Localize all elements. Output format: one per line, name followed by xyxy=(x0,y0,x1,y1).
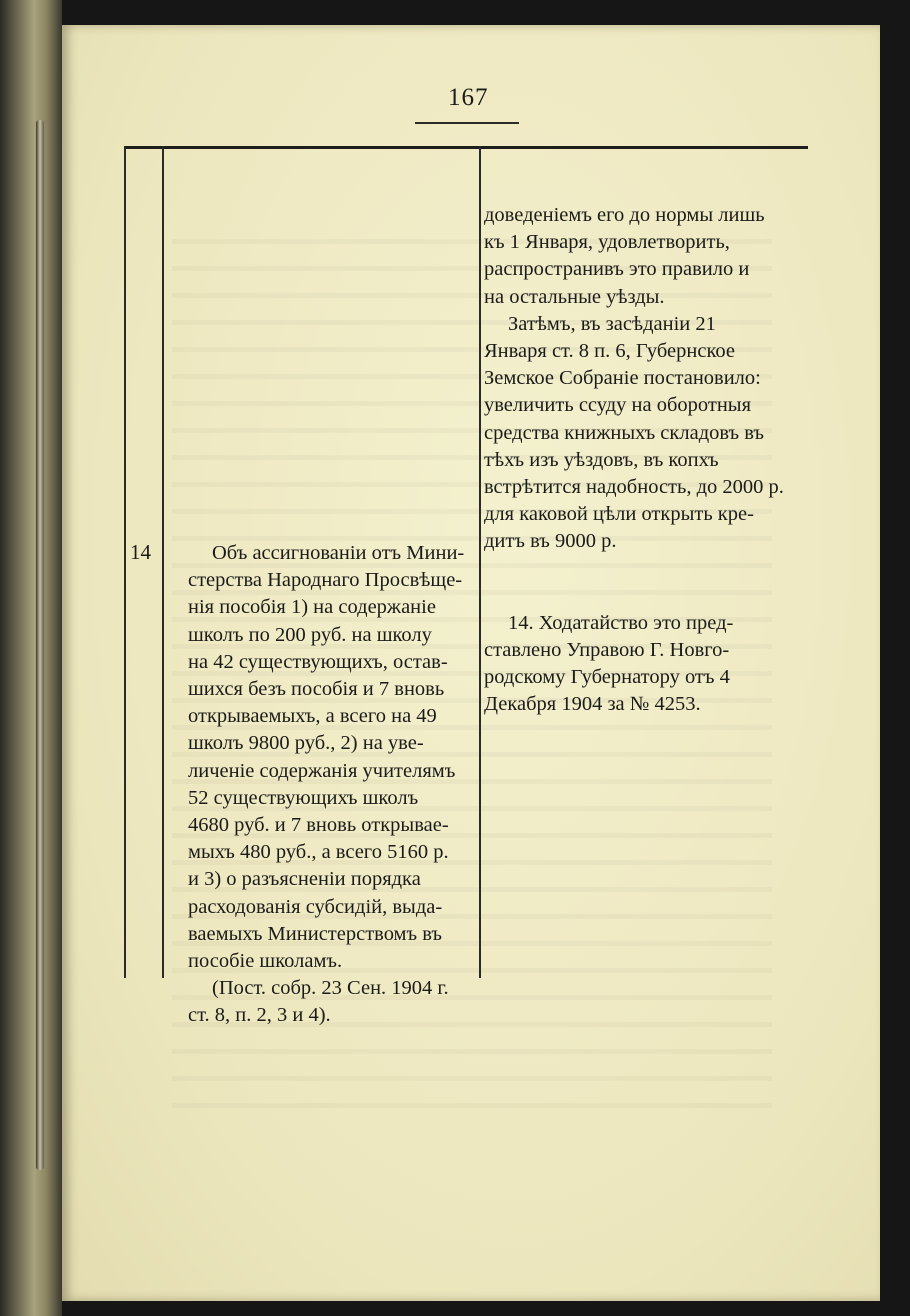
text-line: встрѣтится надобность, до 2000 р. xyxy=(484,476,784,499)
text-line: Января ст. 8 п. 6, Губернское xyxy=(484,340,735,363)
middle-column-divider xyxy=(479,146,481,978)
text-line: стерства Народнаго Просвѣще- xyxy=(188,569,463,592)
page-number: 167 xyxy=(448,84,489,111)
text-line: средства книжныхъ складовъ въ xyxy=(484,421,765,444)
number-column-divider xyxy=(162,146,164,978)
text-line: нія пособія 1) на содержаніе xyxy=(188,596,436,619)
text-line: родскому Губернатору отъ 4 xyxy=(484,666,730,689)
text-line: распространивъ это правило и xyxy=(484,258,750,281)
page-number-rule xyxy=(415,122,519,124)
text-line: школъ 9800 руб., 2) на уве- xyxy=(188,732,424,755)
text-line: (Пост. собр. 23 Сен. 1904 г. xyxy=(212,977,449,1000)
text-line: ставлено Управою Г. Новго- xyxy=(484,638,730,661)
text-line: Затѣмъ, въ засѣданіи 21 xyxy=(508,312,716,335)
text-line: шихся безъ пособія и 7 вновь xyxy=(188,678,445,701)
text-line: тѣхъ изъ уѣздовъ, въ копхъ xyxy=(484,448,719,471)
text-line: открываемыхъ, а всего на 49 xyxy=(188,705,437,728)
text-line: пособіе школамъ. xyxy=(188,950,343,973)
text-line: на 42 существующихъ, остав- xyxy=(188,650,448,673)
table-left-border xyxy=(124,146,126,978)
text-line: личеніе содержанія учителямъ xyxy=(188,759,456,782)
text-line: къ 1 Января, удовлетворить, xyxy=(484,231,730,254)
book-binding-edge xyxy=(0,0,62,1316)
text-line: 14. Ходатайство это пред- xyxy=(508,611,734,634)
paragraph-gap xyxy=(484,556,802,583)
row-subject-text xyxy=(188,540,476,1030)
paragraph-gap xyxy=(484,583,802,610)
text-line: Земское Собраніе постановило: xyxy=(484,367,761,390)
table-top-border xyxy=(124,146,808,149)
binding-spine xyxy=(36,120,44,1170)
text-line: для каковой цѣли открыть кре- xyxy=(484,503,754,526)
text-line: дитъ въ 9000 р. xyxy=(484,530,617,553)
text-line: ваемыхъ Министерствомъ въ xyxy=(188,922,443,945)
row-number: 14 xyxy=(130,540,151,564)
text-line: Декабря 1904 за № 4253. xyxy=(484,693,701,716)
text-line: на остальные уѣзды. xyxy=(484,285,665,308)
text-line: Объ ассигнованіи отъ Мини- xyxy=(212,542,465,564)
text-line: увеличить ссуду на оборотныя xyxy=(484,394,752,417)
text-line: 4680 руб. и 7 вновь открывае- xyxy=(188,814,449,837)
text-line: и 3) о разъясненіи порядка xyxy=(188,868,421,891)
text-line: 52 существующихъ школъ xyxy=(188,786,419,809)
text-line: доведеніемъ его до нормы лишь xyxy=(484,204,765,226)
row-resolution-text xyxy=(484,202,802,718)
text-line: мыхъ 480 руб., а всего 5160 р. xyxy=(188,841,449,864)
text-line: расходованія субсидій, выда- xyxy=(188,895,443,918)
text-line: школъ по 200 руб. на школу xyxy=(188,623,432,646)
text-line: ст. 8, п. 2, 3 и 4). xyxy=(188,1004,331,1027)
